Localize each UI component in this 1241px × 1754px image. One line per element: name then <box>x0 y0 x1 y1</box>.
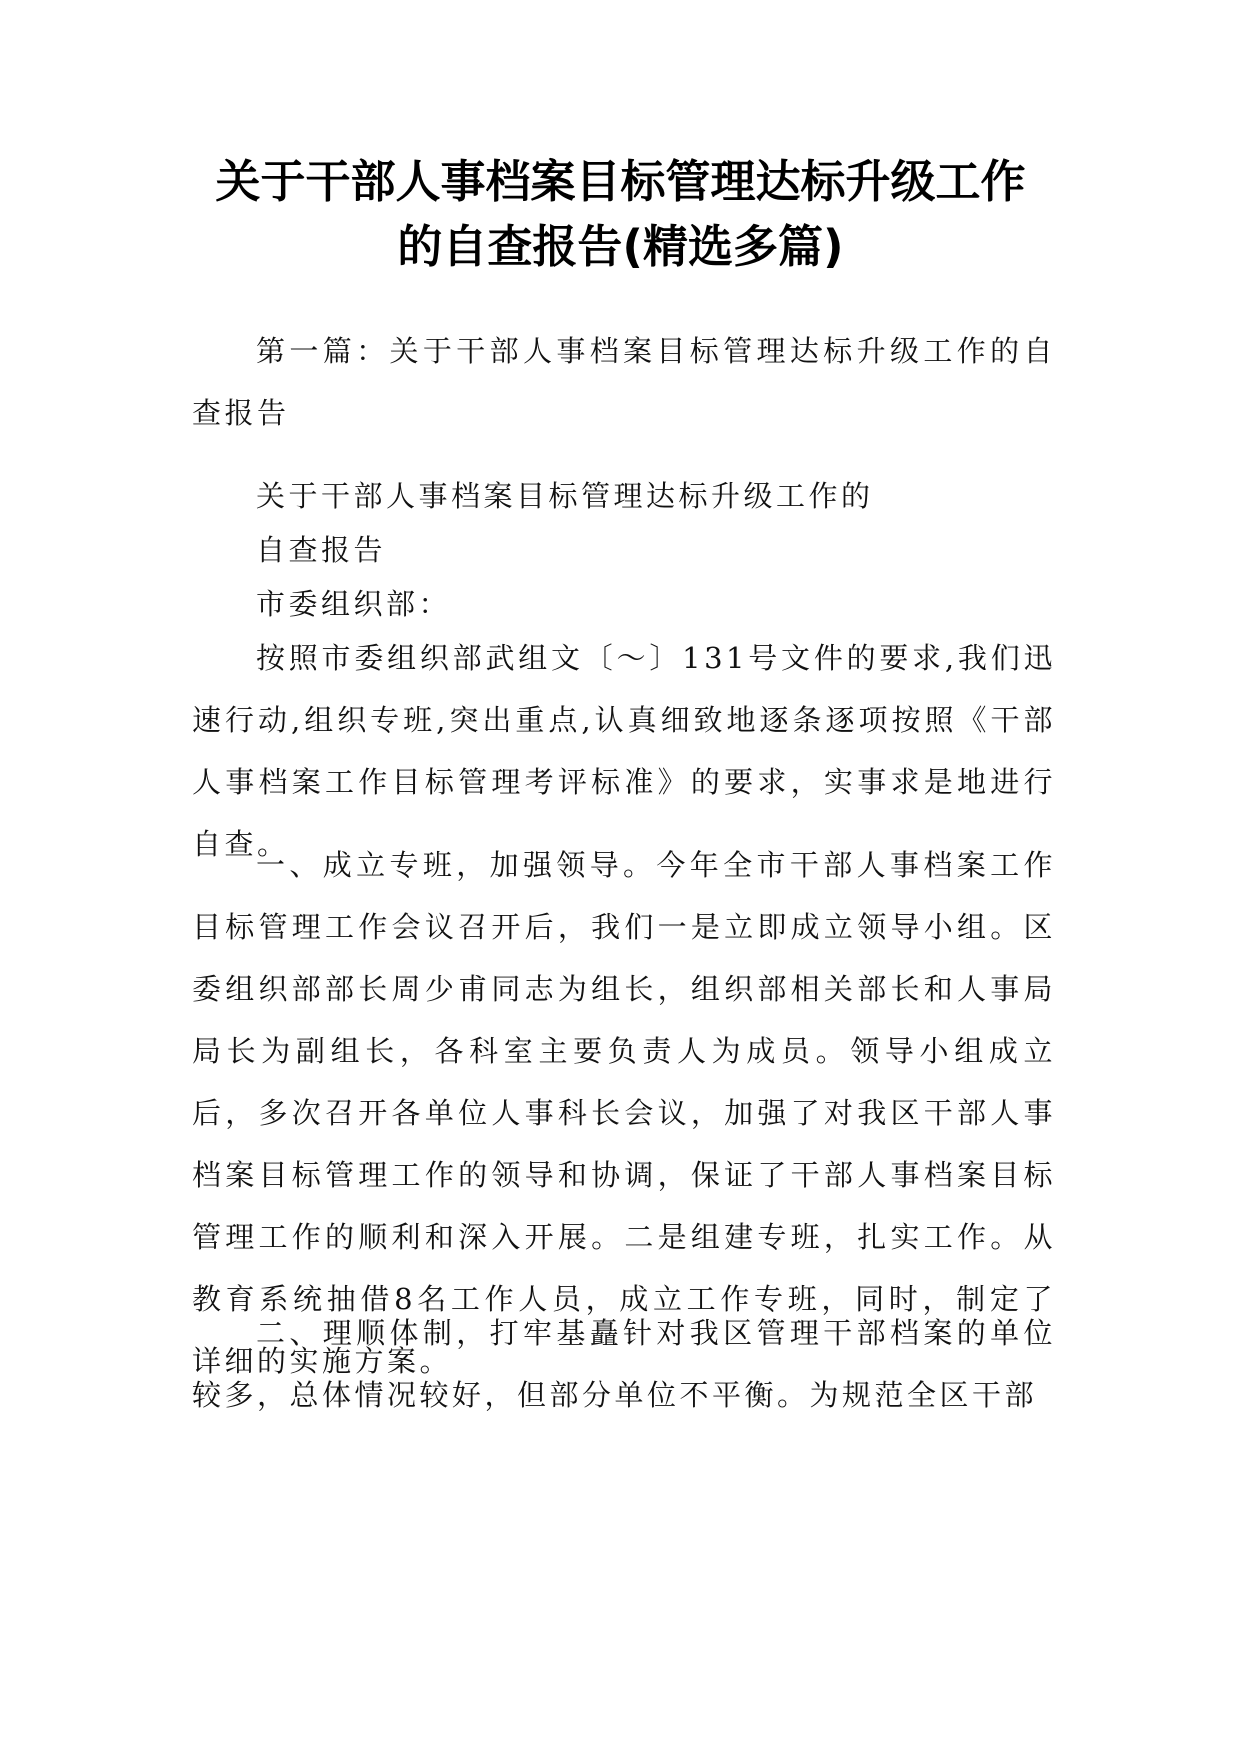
document-title-line-1: 关于干部人事档案目标管理达标升级工作 <box>215 155 1026 208</box>
addressee: 市委组织部： <box>256 587 452 621</box>
report-title-line-2: 自查报告 <box>256 533 387 567</box>
paragraph-section-two: 二、理顺体制，打牢基矗针对我区管理干部档案的单位较多，总体情况较好，但部分单位不平衡。为规范全区干部 <box>192 1316 1056 1412</box>
paragraph-intro: 按照市委组织部武组文〔～〕131号文件的要求,我们迅速行动,组织专班,突出重点,认真细致地逐条逐项按照《干部人事档案工作目标管理考评标准》的要求，实事求是地进行自查。 <box>192 641 1056 861</box>
report-title-line-1: 关于干部人事档案目标管理达标升级工作的 <box>256 479 874 513</box>
paragraph-section-one: 一、成立专班，加强领导。今年全市干部人事档案工作目标管理工作会议召开后，我们一是立即成立领导小组。区委组织部部长周少甫同志为组长，组织部相关部长和人事局局长为副组长，各科室主要负责人为成员。领导小组成立后，多次召开各单位人事科长会议，加强了对我区干部人事档案目标管理工作的领导和协调，保证了干部人事档案目标管理工作的顺利和深入开展。二是组建专班，扎实工作。从教育系统抽借8名工作人员，成立工作专班，同时，制定了详细的实施方案。 <box>192 848 1056 1378</box>
section-heading: 第一篇：关于干部人事档案目标管理达标升级工作的自查报告 <box>192 334 1056 430</box>
document-title-line-2: 的自查报告(精选多篇) <box>397 220 844 273</box>
